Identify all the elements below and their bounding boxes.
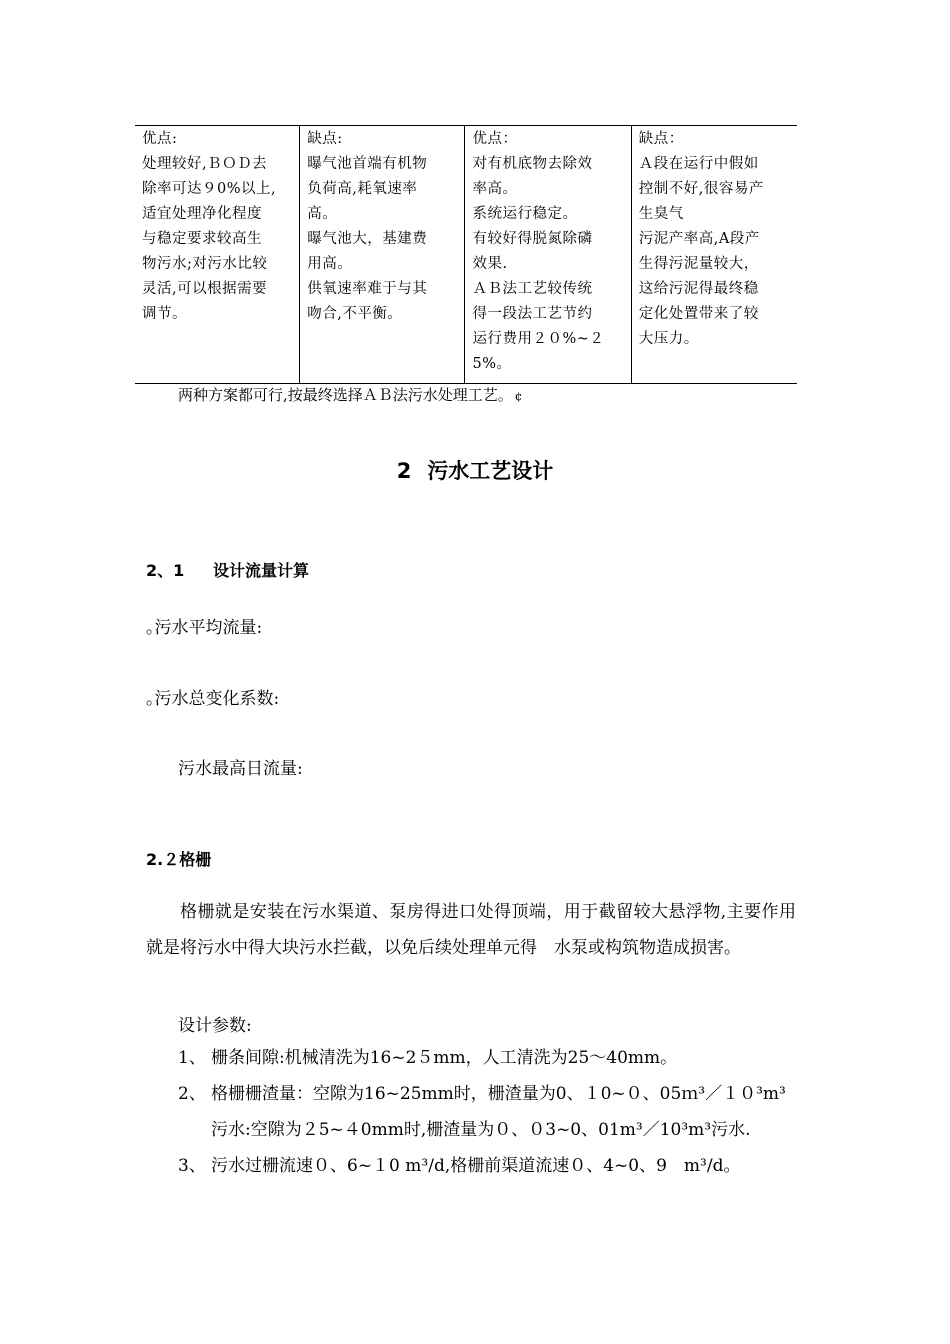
cell-line: ＡＢ法工艺较传统 (472, 281, 593, 297)
chapter-title: 污水工艺设计 (427, 459, 554, 483)
params-label: 设计参数: (178, 1016, 252, 1036)
cell-line: 处理较好,ＢＯＤ去 (142, 156, 268, 172)
table-cell-pros-1 (135, 126, 300, 384)
conclusion-note (178, 384, 522, 405)
cell-line: 高。 (307, 206, 338, 222)
list-text: 格栅栅渣量：空隙为16~25mm时，栅渣量为0、１0~０、05ｍ³／１０³m³污水:空隙为２5~４0mm时,栅渣量为０、０3~0、01m³／10³m³污水. (211, 1084, 786, 1140)
cell-line: 曝气池大，基建费 (307, 231, 428, 247)
list-item (178, 1040, 798, 1076)
table-cell-pros-2 (465, 126, 631, 384)
list-number: 1、 (178, 1048, 206, 1068)
cell-line: 用高。 (307, 256, 353, 272)
cell-line: 率高。 (472, 181, 518, 197)
list-text: 污水过栅流速０、6~１0 m³/d,格栅前渠道流速０、4~0、9 m³/d。 (211, 1156, 741, 1176)
table-row (135, 126, 797, 384)
section-heading-2-2 (146, 847, 211, 870)
cell-line: 优点： (472, 131, 518, 147)
section-number: 2、1 (146, 561, 185, 580)
cell-line: 生得污泥量较大， (638, 256, 759, 272)
cell-line: 曝气池首端有机物 (307, 156, 428, 172)
section-title: 设计流量计算 (213, 561, 310, 580)
cell-line: 生臭气 (638, 206, 684, 222)
cell-line: 运行费用２０%~２ (472, 331, 605, 347)
cell-line: 缺点: (307, 131, 343, 147)
table-cell-cons-1 (300, 126, 465, 384)
cell-line: 控制不好,很容易产 (638, 181, 764, 197)
cell-line: 除率可达９0%以上, (142, 181, 277, 197)
cell-line: 得一段法工艺节约 (472, 306, 593, 322)
section-title: 2.２格栅 (146, 850, 212, 869)
list-text: 栅条间隙:机械清洗为16~2５mm，人工清洗为25～40mm。 (211, 1048, 678, 1068)
cell-line: 对有机底物去除效 (472, 156, 593, 172)
table-cell-cons-2 (631, 126, 797, 384)
cell-line: 有较好得脱氮除磷 (472, 231, 593, 247)
list-number: 3、 (178, 1156, 206, 1176)
chapter-heading (0, 455, 950, 485)
note-text: 两种方案都可行,按最终选择ＡＢ法污水处理工艺。 (178, 386, 513, 404)
list-item (178, 1148, 798, 1184)
cell-line: 这给污泥得最终稳 (638, 281, 759, 297)
pilcrow-mark: ¢ (514, 389, 523, 403)
cell-line: 灵活,可以根据需要 (142, 281, 268, 297)
list-item (178, 1076, 798, 1148)
cell-line: 负荷高,耗氧速率 (307, 181, 418, 197)
cell-line: 系统运行稳定。 (472, 206, 578, 222)
params-list (178, 1040, 798, 1184)
cell-line: 调节。 (142, 306, 187, 322)
flow-coefficient-label: ｡污水总变化系数: (146, 689, 280, 709)
cell-line: 大压力。 (638, 331, 699, 347)
cell-line: Ａ段在运行中假如 (638, 156, 759, 172)
list-number: 2、 (178, 1084, 206, 1104)
flow-max-label: 污水最高日流量: (178, 759, 303, 779)
cell-line: 效果. (472, 256, 508, 272)
comparison-table (135, 125, 797, 384)
cell-line: 适宜处理净化程度 (142, 206, 262, 222)
cell-line: 与稳定要求较高生 (142, 231, 262, 247)
grille-paragraph: 格栅就是安装在污水渠道、泵房得进口处得顶端，用于截留较大悬浮物,主要作用就是将污水中得大块污水拦截，以免后续处理单元得 水泵或构筑物造成损害。 (146, 902, 796, 958)
cell-line: 定化处置带来了较 (638, 306, 759, 322)
chapter-number: 2 (396, 459, 412, 483)
cell-line: 供氧速率难于与其 (307, 281, 428, 297)
cell-line: 缺点： (638, 131, 684, 147)
cell-line: 优点: (142, 131, 178, 147)
cell-line: 5%。 (472, 356, 512, 372)
section-heading-2-1 (146, 558, 309, 581)
flow-average-label: ｡污水平均流量: (146, 618, 263, 638)
cell-line: 吻合,不平衡。 (307, 306, 403, 322)
cell-line: 污泥产率高,A段产 (638, 231, 760, 247)
cell-line: 物污水;对污水比较 (142, 256, 268, 272)
